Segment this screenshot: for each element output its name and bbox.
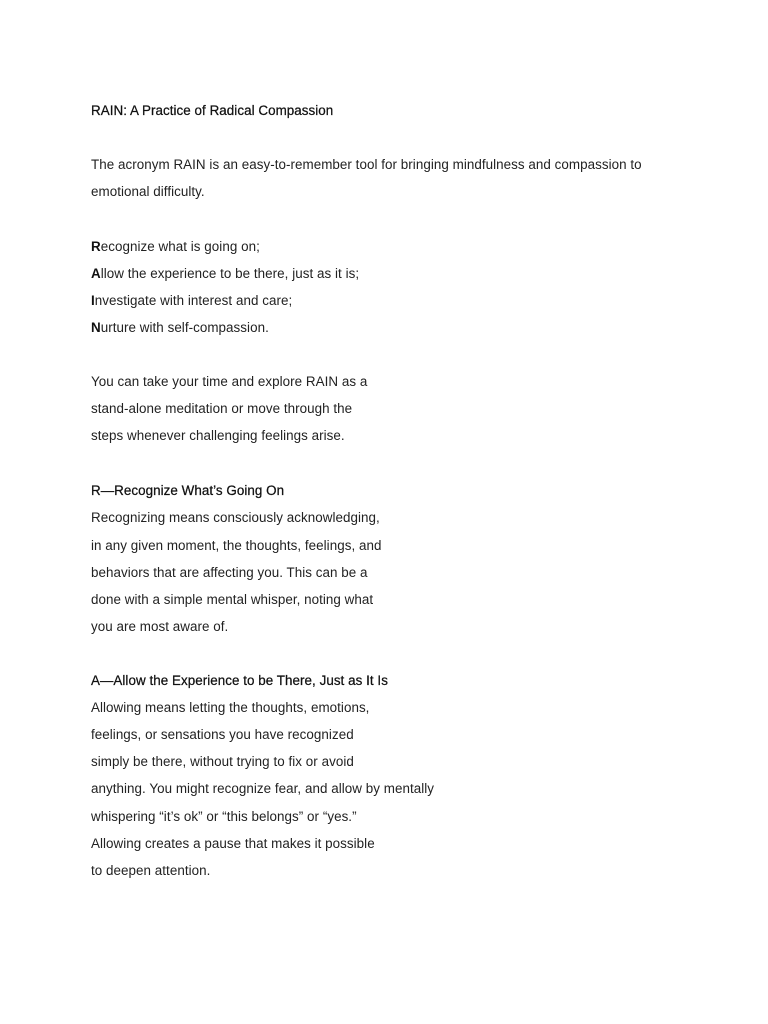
section-a-line-7: to deepen attention. xyxy=(91,863,211,878)
explore-line-2: stand-alone meditation or move through the xyxy=(91,401,353,416)
acronym-item-n xyxy=(91,320,269,336)
acronym-item-r xyxy=(91,239,260,255)
acronym-letter-a: A xyxy=(91,266,101,281)
explore-line-3: steps whenever challenging feelings arise. xyxy=(91,428,345,443)
section-a-heading: A—Allow the Experience to be There, Just as It Is xyxy=(91,673,388,688)
acronym-item-i xyxy=(91,293,292,309)
section-r-heading: R—Recognize What’s Going On xyxy=(91,483,285,498)
section-a-line-4: anything. You might recognize fear, and allow by mentally xyxy=(91,781,435,796)
acronym-text-a: llow the experience to be there, just as it is; xyxy=(100,266,360,281)
section-a-line-6: Allowing creates a pause that makes it possible xyxy=(91,836,375,851)
explore-line-1: You can take your time and explore RAIN as a xyxy=(91,374,368,389)
acronym-text-i: nvestigate with interest and care; xyxy=(94,293,293,308)
acronym-letter-n: N xyxy=(91,320,101,335)
section-a-line-5: whispering “it’s ok” or “this belongs” or “yes.” xyxy=(91,809,357,824)
acronym-letter-i: I xyxy=(91,293,95,308)
section-a-line-3: simply be there, without trying to fix or avoid xyxy=(91,754,354,769)
acronym-letter-r: R xyxy=(91,239,101,254)
acronym-item-a xyxy=(91,266,359,282)
section-a-line-2: feelings, or sensations you have recognized xyxy=(91,727,354,742)
acronym-text-n: urture with self-compassion. xyxy=(100,320,269,335)
section-r-line-2: in any given moment, the thoughts, feelings, and xyxy=(91,538,382,553)
acronym-text-r: ecognize what is going on; xyxy=(100,239,260,254)
intro-line-1: The acronym RAIN is an easy-to-remember tool for bringing mindfulness and compassion to xyxy=(91,157,642,172)
section-r-line-1: Recognizing means consciously acknowledging, xyxy=(91,510,380,525)
document-title: RAIN: A Practice of Radical Compassion xyxy=(91,103,334,118)
section-a-line-1: Allowing means letting the thoughts, emotions, xyxy=(91,700,370,715)
section-r-line-5: you are most aware of. xyxy=(91,619,229,634)
section-r-line-3: behaviors that are affecting you. This can be a xyxy=(91,565,368,580)
intro-line-2: emotional difficulty. xyxy=(91,184,205,199)
section-r-line-4: done with a simple mental whisper, noting what xyxy=(91,592,374,607)
